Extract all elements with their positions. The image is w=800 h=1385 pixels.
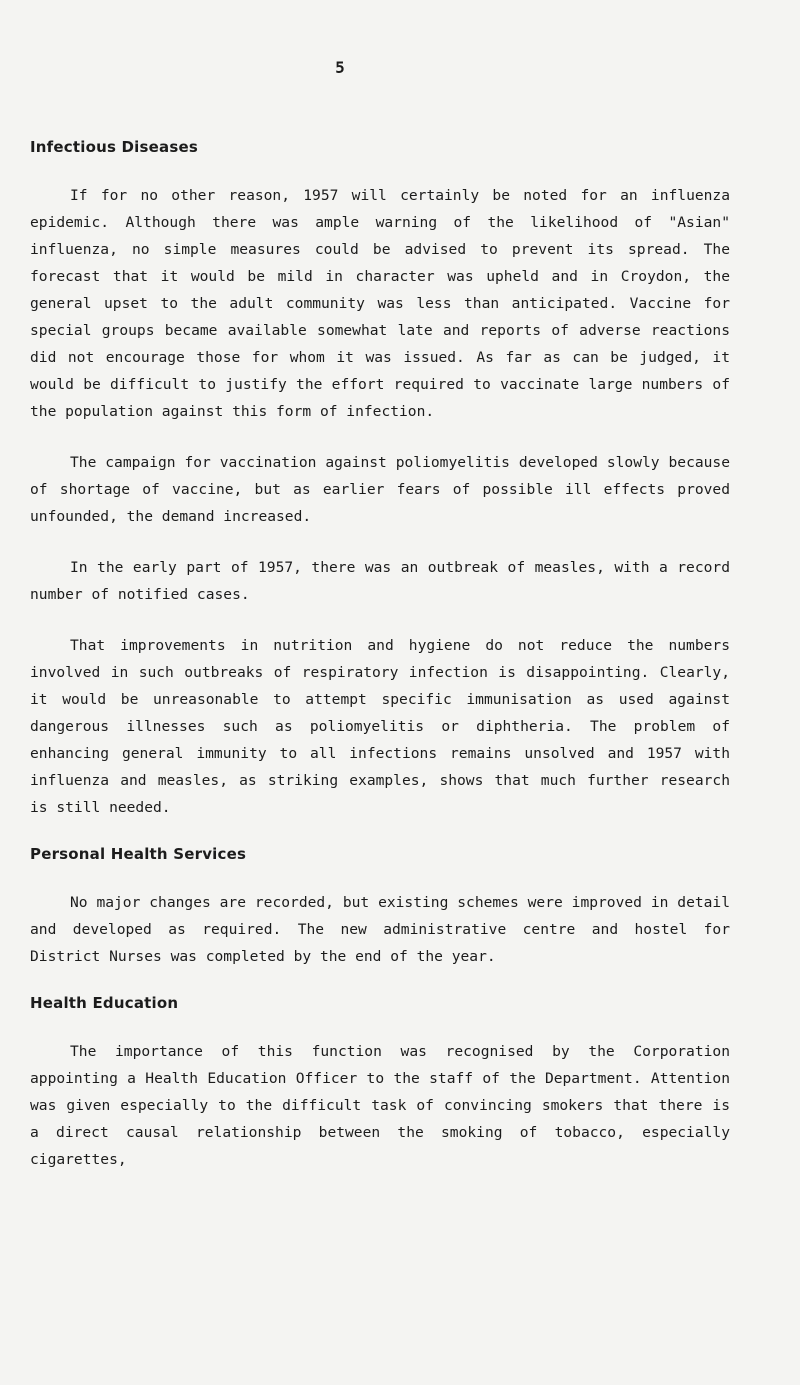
- paragraph: The campaign for vaccination against poliomyelitis developed slowly because of shortage of vaccine, but as earlier fears of possible ill effects proved unfounded, the demand increased.: [30, 454, 730, 525]
- paragraph: No major changes are recorded, but existing schemes were improved in detail and developed as required. The new administrative centre and hostel for District Nurses was completed by the end of the year.: [30, 894, 730, 965]
- section-health-education: [30, 994, 730, 1173]
- section-heading: Health Education: [30, 994, 179, 1012]
- paragraph: In the early part of 1957, there was an outbreak of measles, with a record number of notified cases.: [30, 559, 730, 603]
- page-number: 5: [335, 58, 345, 77]
- section-infectious-diseases: [30, 138, 730, 821]
- section-heading: Infectious Diseases: [30, 138, 198, 156]
- section-personal-health-services: [30, 845, 730, 970]
- page-content: [30, 138, 730, 1197]
- section-heading: Personal Health Services: [30, 845, 247, 863]
- paragraph: The importance of this function was recognised by the Corporation appointing a Health Education Officer to the staff of the Department. Attention was given especially to the difficult task of convincing smokers that there is a direct causal relationship between the smoking of tobacco, especially cigarettes,: [30, 1043, 730, 1168]
- paragraph: That improvements in nutrition and hygiene do not reduce the numbers involved in such outbreaks of respiratory infection is disappointing. Clearly, it would be unreasonable to attempt specific immunisation as used against dangerous illnesses such as poliomyelitis or diphtheria. The problem of enhancing general immunity to all infections remains unsolved and 1957 with influenza and measles, as striking examples, shows that much further research is still needed.: [30, 637, 730, 816]
- paragraph: If for no other reason, 1957 will certainly be noted for an influenza epidemic. Although there was ample warning of the likelihood of "Asian" influenza, no simple measures could be advised to prevent its spread. The forecast that it would be mild in character was upheld and in Croydon, the general upset to the adult community was less than anticipated. Vaccine for special groups became available somewhat late and reports of adverse reactions did not encourage those for whom it was issued. As far as can be judged, it would be difficult to justify the effort required to vaccinate large numbers of the population against this form of infection.: [30, 187, 730, 420]
